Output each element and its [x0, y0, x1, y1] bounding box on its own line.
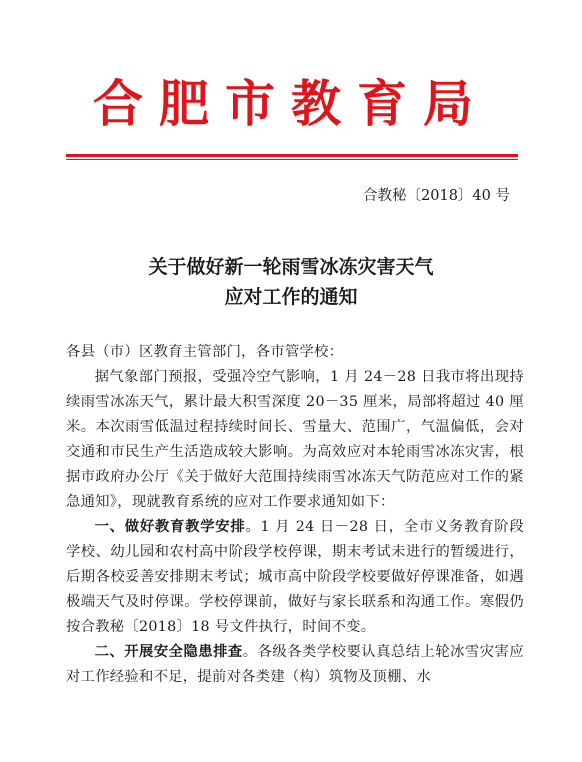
section-1-heading: 一、做好教育教学安排	[94, 519, 246, 535]
document-body	[66, 340, 524, 690]
section-1-text: 。1 月 24 日－28 日，全市义务教育阶段学校、幼儿园和农村高中阶段学校停课，期末考试未进行的暂缓进行，后期各校妥善安排期末考试；城市高中阶段学校要做好停课准备，如遇极端天气及时停课。学校停课前，做好与家长联系和沟通工作。寒假仍按合教秘〔2018〕18 号文件执行，时间不变。	[66, 519, 524, 635]
section-2-paragraph	[66, 640, 524, 690]
red-divider-thin	[66, 159, 518, 160]
document-number: 合教秘〔2018〕40 号	[363, 188, 510, 204]
document-title	[0, 252, 582, 312]
salutation: 各县（市）区教育主管部门，各市管学校：	[66, 344, 344, 360]
agency-masthead: 合肥市教育局	[93, 74, 489, 133]
red-divider-thick	[66, 154, 518, 157]
title-line-2: 应对工作的通知	[224, 286, 358, 308]
section-2-heading: 二、开展安全隐患排查	[94, 644, 243, 660]
intro-paragraph: 据气象部门预报，受强冷空气影响，1 月 24－28 日我市将出现持续雨雪冰冻天气，累计最大积雪深度 20－35 厘米，局部将超过 40 厘米。本次雨雪低温过程持续时间长、雪量大、范围广，气温偏低，会对交通和市民生产生活造成较大影响。为高效应对本轮雨雪冰冻灾害，根据市政府办公厅《关于做好大范围持续雨雪冰冻天气防范应对工作的紧急通知》，现就教育系统的应对工作要求通知如下：	[66, 369, 524, 510]
section-1-paragraph	[66, 515, 524, 640]
section-2-text: 。各级各类学校要认真总结上轮冰雪灾害应对工作经验和不足，提前对各类建（构）筑物及顶棚、水	[66, 644, 525, 685]
title-line-1: 关于做好新一轮雨雪冰冻灾害天气	[148, 256, 434, 278]
